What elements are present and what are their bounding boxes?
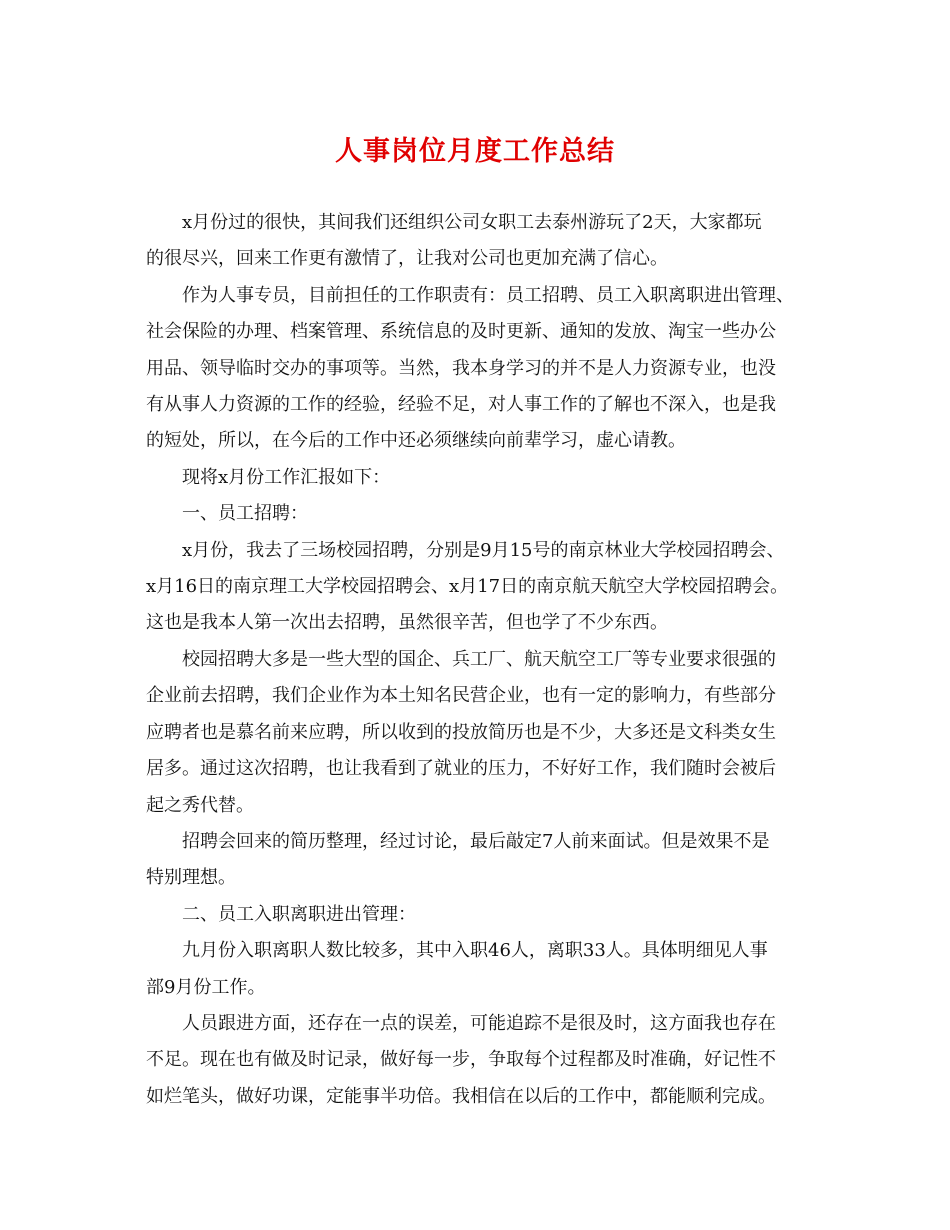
document-title: 人事岗位月度工作总结 — [335, 136, 615, 167]
text-line: 有从事人力资源的工作的经验，经验不足，对人事工作的了解也不深入，也是我 — [146, 394, 776, 416]
text-line: x月份，我去了三场校园招聘，分别是9月15号的南京林业大学校园招聘会、 — [182, 539, 785, 561]
text-line: 部9月份工作。 — [146, 976, 266, 998]
text-line: 用品、领导临时交办的事项等。当然，我本身学习的并不是人力资源专业，也没 — [146, 357, 776, 379]
text-line: 九月份入职离职人数比较多，其中入职46人，离职33人。具体明细见人事 — [182, 940, 768, 962]
paragraph — [146, 533, 811, 642]
text-line: x月16日的南京理工大学校园招聘会、x月17日的南京航天航空大学校园招聘会。 — [146, 576, 789, 598]
text-line: 的很尽兴，回来工作更有激情了，让我对公司也更加充满了信心。 — [146, 248, 668, 270]
section-heading — [146, 496, 811, 532]
paragraph — [146, 642, 811, 824]
text-line: 现将x月份工作汇报如下： — [182, 466, 391, 488]
text-line: 这也是我本人第一次出去招聘，虽然很辛苦，但也学了不少东西。 — [146, 612, 668, 634]
text-line: 作为人事专员，目前担任的工作职责有：员工招聘、员工入职离职进出管理、 — [182, 284, 794, 306]
text-line: 特别理想。 — [146, 867, 236, 889]
text-line: x月份过的很快，其间我们还组织公司女职工去泰州游玩了2天，大家都玩 — [182, 212, 762, 233]
text-line: 的短处，所以，在今后的工作中还必须继续向前辈学习，虚心请教。 — [146, 430, 686, 452]
section-heading — [146, 897, 811, 933]
text-line: 校园招聘大多是一些大型的国企、兵工厂、航天航空工厂等专业要求很强的 — [182, 648, 776, 670]
paragraph — [146, 824, 811, 897]
paragraph — [146, 460, 811, 496]
text-line: 社会保险的办理、档案管理、系统信息的及时更新、通知的发放、淘宝一些办公 — [146, 321, 776, 343]
paragraph — [146, 933, 811, 1006]
paragraph — [146, 278, 811, 460]
text-line: 如烂笔头，做好功课，定能事半功倍。我相信在以后的工作中，都能顺利完成。 — [146, 1085, 776, 1107]
text-line: 不足。现在也有做及时记录，做好每一步，争取每个过程都及时准确，好记性不 — [146, 1049, 776, 1071]
text-line: 人员跟进方面，还存在一点的误差，可能追踪不是很及时，这方面我也存在 — [182, 1012, 776, 1034]
paragraph — [146, 1006, 811, 1115]
text-line: 一、员工招聘： — [182, 503, 308, 525]
text-line: 二、员工入职离职进出管理： — [182, 903, 416, 925]
document-body — [146, 205, 811, 1115]
text-line: 居多。通过这次招聘，也让我看到了就业的压力，不好好工作，我们随时会被后 — [146, 758, 776, 780]
text-line: 应聘者也是慕名前来应聘，所以收到的投放简历也是不少，大多还是文科类女生 — [146, 721, 776, 743]
text-line: 起之秀代替。 — [146, 794, 254, 816]
text-line: 企业前去招聘，我们企业作为本土知名民营企业，也有一定的影响力，有些部分 — [146, 685, 776, 707]
text-line: 招聘会回来的简历整理，经过讨论，最后敲定7人前来面试。但是效果不是 — [182, 830, 770, 852]
paragraph — [146, 205, 811, 278]
